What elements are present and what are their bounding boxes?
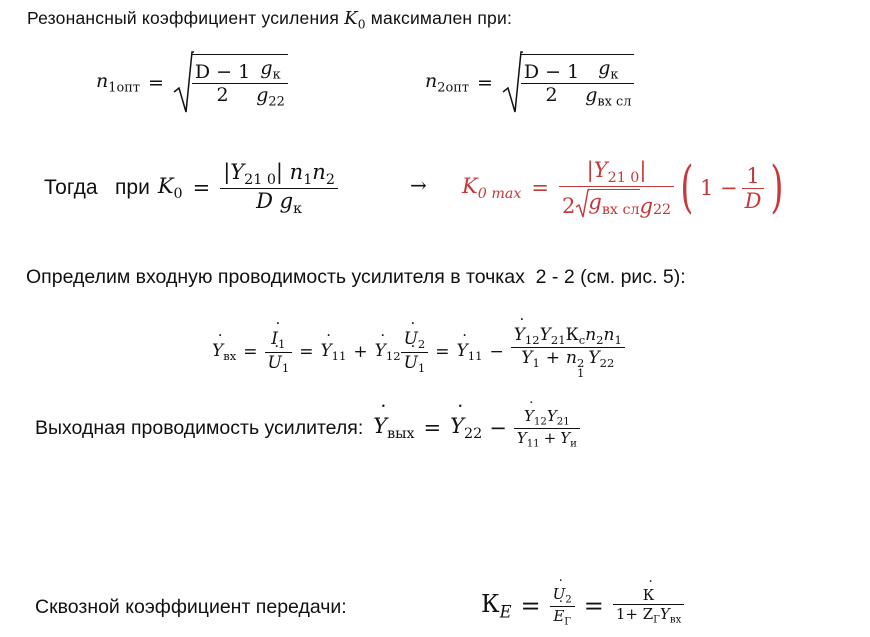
intro-text: Резонансный коэффициент усиления	[27, 8, 340, 28]
then-label: Тогда при	[44, 176, 150, 199]
sqrt-sign	[501, 50, 523, 116]
intro-tail: максимален при:	[370, 8, 513, 28]
k0max-inner-frac: $\frac{1}{D}$	[742, 164, 765, 213]
k0-lhs: $K_0$	[157, 174, 183, 202]
ke-left-fraction: ˙ $U_2$ ˙ $E_Г$	[550, 585, 575, 627]
sqrt-sign	[575, 188, 589, 218]
yout-text: Выходная проводимость усилителя:	[35, 416, 364, 439]
n2opt-den-a: 2	[521, 83, 582, 106]
through-text: Сквозной коэффициент передачи:	[35, 596, 347, 618]
ke-lhs: $К_E$	[481, 590, 512, 622]
yout-fraction: ˙ $\frac{Y_{12}Y_{21}}{Y_{11} + Y_и}$	[514, 407, 580, 449]
yin-u-fraction: ˙ $U_2$ ˙ $U_1$	[401, 329, 429, 374]
n1opt-num-a: D − 1	[194, 61, 251, 83]
n2opt-formula: $n_{2опт}$ = $\frac{D - 1}{2}$ $\frac{g_к}{g_{вх сл}}$	[425, 50, 634, 116]
sqrt-sign	[172, 50, 194, 116]
k0-fraction: $\frac{|Y_{21 0}| n_1n_2}{D g_к}$	[220, 160, 338, 217]
k0max-lhs: $K_{0 max}$	[462, 174, 522, 202]
yout-line: Выходная проводимость усилителя: ˙ $Y_{вых}$ = ˙ $Y_{22}$ − ˙ $\frac{Y_{12}Y_{21}}{Y_{11} + Y_и}$	[35, 400, 580, 456]
intro-symbol: $K_0$	[344, 8, 366, 32]
k0max-formula: $K_{0 max}$ = $|Y_{21 0}|$ 2 $g_{вх сл}$ g 22 ( 1 − $\frac{1}{D}$ )	[462, 155, 784, 220]
yin-iu-fraction: ˙ $I_1$ ˙ $U_1$	[265, 329, 293, 374]
arrow-symbol: →	[410, 173, 427, 197]
yin-big-fraction: ˙ $Y_{12}Y_{21}К_сn_2n_1$ $Y_1 + n$ 2 1 $Y_{22}$	[511, 325, 625, 378]
n2opt-lhs: $n_{2опт}$	[425, 70, 469, 96]
yout-lhs: ˙ $Y_{вых}$	[373, 414, 414, 442]
k0max-paren-pre: 1 −	[699, 176, 738, 200]
intro-line	[27, 8, 512, 31]
n1opt-lhs: $n_{1опт}$	[96, 70, 140, 96]
n1opt-formula: $n_{1опт}$ = $\frac{D - 1}{2}$ $\frac{g_к}{g_{22}}$	[96, 50, 288, 116]
yin-formula: ˙ $Y_{вх}$ = ˙ $I_1$ ˙ $U_1$ = ˙ $Y_{11}$ + ˙ $Y_{12}$ ˙ $U_2$ ˙ $U_1$ = ˙ $Y_{11}$ − ˙ $Y_{12}Y_{21}К_сn_2n_1$ $Y_1 + n$ 2 1 $Y_{22}$	[212, 318, 625, 386]
k0-line: Тогда при $K_0$ = $\frac{|Y_{21 0}| n_1n_2}{D g_к}$	[44, 150, 338, 226]
ke-right-fraction: ˙ $\frac{К}{1+ Z_ГY_{вх}}$	[613, 586, 684, 626]
yin-lhs: ˙ $Y_{вх}$	[212, 341, 236, 363]
n2opt-num-a: D − 1	[523, 61, 580, 83]
define-text: Определим входную проводимость усилителя в точках 2 - 2 (см. рис. 5):	[26, 266, 686, 288]
ke-formula: $К_E$ = ˙ $U_2$ ˙ $E_Г$ = ˙ $\frac{К}{1+ Z_ГY_{вх}}$	[481, 576, 684, 636]
n1opt-den-a: 2	[192, 83, 253, 106]
k0max-fraction: $|Y_{21 0}|$ 2 $g_{вх сл}$ g 22	[559, 158, 674, 218]
